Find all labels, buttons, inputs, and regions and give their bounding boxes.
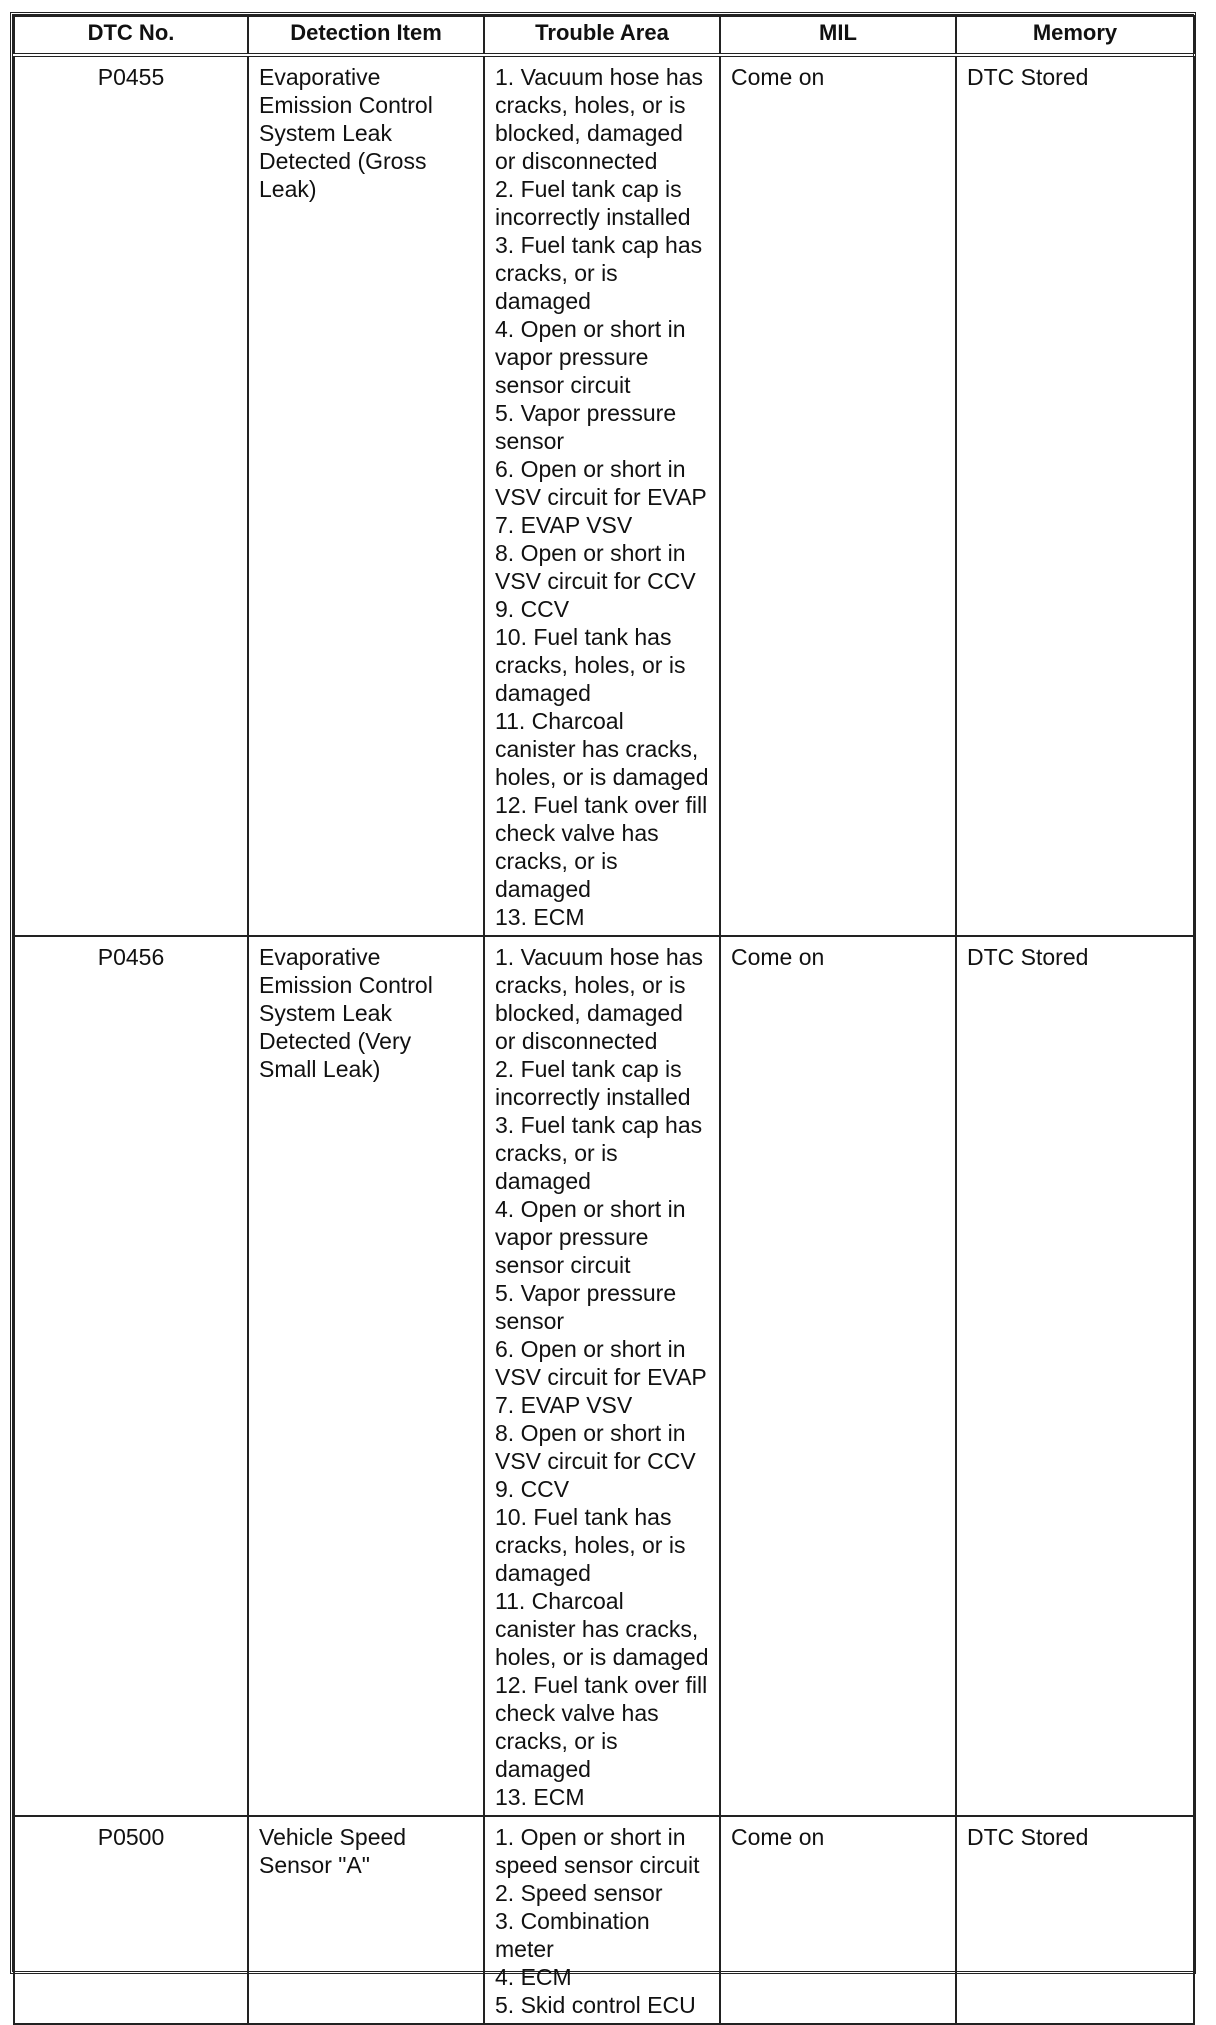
trouble-area-item: 2. Fuel tank cap is incorrectly installed [495, 176, 691, 230]
mil-status: Come on [720, 1816, 956, 2024]
header-detection-item: Detection Item [248, 16, 484, 55]
trouble-area-list [495, 943, 709, 1811]
mil-status: Come on [720, 55, 956, 936]
trouble-area-item: 5. Vapor pressure sensor [495, 1280, 677, 1334]
trouble-area-item: 11. Charcoal canister has cracks, holes, or is damaged [495, 1588, 709, 1670]
trouble-area-item: 12. Fuel tank over fill check valve has cracks, or is damaged [495, 792, 708, 902]
trouble-area-item: 5. Skid control ECU [495, 1992, 696, 2018]
trouble-area-item: 4. Open or short in vapor pressure sensor circuit [495, 316, 686, 398]
memory-status: DTC Stored [956, 55, 1194, 936]
table-row [14, 1816, 1194, 2024]
memory-status: DTC Stored [956, 1816, 1194, 2024]
trouble-area [484, 1816, 720, 2024]
trouble-area-item: 10. Fuel tank has cracks, holes, or is damaged [495, 624, 686, 706]
trouble-area-item: 13. ECM [495, 1784, 585, 1810]
trouble-area-item: 3. Combination meter [495, 1908, 650, 1962]
dtc-table [13, 15, 1195, 2025]
trouble-area-item: 2. Speed sensor [495, 1880, 663, 1906]
dtc-code: P0500 [14, 1816, 248, 2024]
header-memory: Memory [956, 16, 1194, 55]
trouble-area-item: 1. Open or short in speed sensor circuit [495, 1824, 700, 1878]
trouble-area-item: 6. Open or short in VSV circuit for EVAP [495, 1336, 707, 1390]
dtc-code: P0455 [14, 55, 248, 936]
detection-item: Evaporative Emission Control System Leak Detected (Very Small Leak) [248, 936, 484, 1816]
trouble-area-item: 4. Open or short in vapor pressure sensor circuit [495, 1196, 686, 1278]
trouble-area-item: 6. Open or short in VSV circuit for EVAP [495, 456, 707, 510]
table-row [14, 936, 1194, 1816]
header-trouble-area: Trouble Area [484, 16, 720, 55]
trouble-area-item: 1. Vacuum hose has cracks, holes, or is blocked, damaged or disconnected [495, 944, 703, 1054]
trouble-area [484, 55, 720, 936]
trouble-area-item: 8. Open or short in VSV circuit for CCV [495, 1420, 696, 1474]
dtc-code: P0456 [14, 936, 248, 1816]
trouble-area-item: 9. CCV [495, 596, 570, 622]
trouble-area-item: 2. Fuel tank cap is incorrectly installed [495, 1056, 691, 1110]
trouble-area-item: 3. Fuel tank cap has cracks, or is damaged [495, 232, 703, 314]
trouble-area-item: 10. Fuel tank has cracks, holes, or is damaged [495, 1504, 686, 1586]
memory-status: DTC Stored [956, 936, 1194, 1816]
table-row [14, 55, 1194, 936]
trouble-area-item: 12. Fuel tank over fill check valve has cracks, or is damaged [495, 1672, 708, 1782]
header-dtc-no: DTC No. [14, 16, 248, 55]
trouble-area-list [495, 1823, 709, 2019]
trouble-area-item: 9. CCV [495, 1476, 570, 1502]
detection-item: Vehicle Speed Sensor "A" [248, 1816, 484, 2024]
trouble-area-item: 13. ECM [495, 904, 585, 930]
trouble-area-item: 4. ECM [495, 1964, 572, 1990]
trouble-area-item: 3. Fuel tank cap has cracks, or is damaged [495, 1112, 703, 1194]
trouble-area-item: 11. Charcoal canister has cracks, holes, or is damaged [495, 708, 709, 790]
trouble-area [484, 936, 720, 1816]
trouble-area-item: 5. Vapor pressure sensor [495, 400, 677, 454]
mil-status: Come on [720, 936, 956, 1816]
trouble-area-item: 7. EVAP VSV [495, 1392, 633, 1418]
trouble-area-item: 1. Vacuum hose has cracks, holes, or is blocked, damaged or disconnected [495, 64, 703, 174]
detection-item: Evaporative Emission Control System Leak Detected (Gross Leak) [248, 55, 484, 936]
header-mil: MIL [720, 16, 956, 55]
trouble-area-item: 7. EVAP VSV [495, 512, 633, 538]
header-row [14, 16, 1194, 55]
dtc-table-container [10, 12, 1196, 2018]
trouble-area-list [495, 63, 709, 931]
trouble-area-item: 8. Open or short in VSV circuit for CCV [495, 540, 696, 594]
